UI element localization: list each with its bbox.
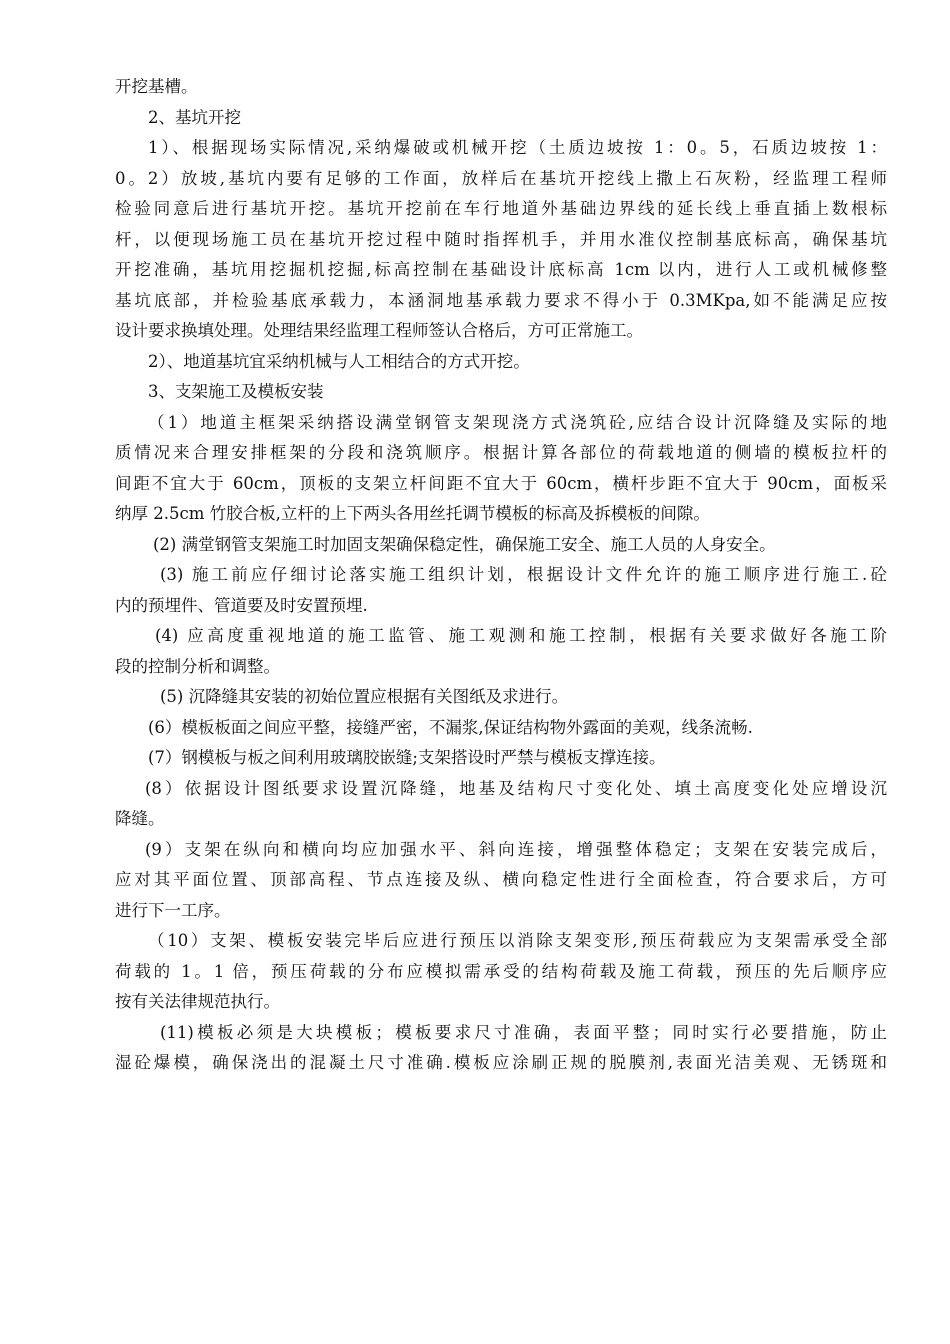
text-line: (7）钢模板与板之间利用玻璃胶嵌缝;支架搭设时严禁与模板支撑连接。: [148, 748, 666, 767]
text-line: 开挖准确，基坑用挖掘机挖掘,标高控制在基础设计底标高 1cm 以内，进行人工或机械修整: [115, 260, 887, 279]
text-line: 段的控制分析和调整。: [115, 656, 280, 676]
text-line: (9）支架在纵向和横向均应加强水平、斜向连接，增强整体稳定；支架在安装完成后，: [145, 839, 887, 859]
text-line: 内的预埋件、管道要及时安置预埋.: [115, 595, 368, 615]
text-line: 基坑底部，并检验基底承载力，本涵洞地基承载力要求不得小于 0.3MKpa,如不能满足应按: [115, 290, 887, 310]
text-line: 湿砼爆模，确保浇出的混凝土尺寸准确.模板应涂刷正规的脱膜剂,表面光洁美观、无锈斑和: [115, 1053, 887, 1072]
text-line: 0。2）放坡,基坑内要有足够的工作面，放样后在基坑开挖线上撒上石灰粉，经监理工程师: [115, 168, 887, 188]
text-line: 2）、地道基坑宜采纳机械与人工相结合的方式开挖。: [148, 351, 530, 371]
text-line: (8）依据设计图纸要求设置沉降缝，地基及结构尺寸变化处、填土高度变化处应增设沉: [145, 778, 887, 798]
text-line: 1）、根据现场实际情况,采纳爆破或机械开挖（土质边坡按 1：0。5，石质边坡按 1：: [148, 138, 887, 157]
text-line: (5) 沉降缝其安装的初始位置应根据有关图纸及求进行。: [160, 687, 569, 706]
text-line: (3) 施工前应仔细讨论落实施工组织计划，根据设计文件允许的施工顺序进行施工.砼: [160, 565, 887, 584]
text-line: 杆，以便现场施工员在基坑开挖过程中随时指挥机手，并用水准仪控制基底标高，确保基坑: [115, 229, 887, 249]
text-line: （10）支架、模板安装完毕后应进行预压以消除支架变形,预压荷载应为支架需承受全部: [148, 931, 887, 950]
text-line: 进行下一工序。: [115, 900, 231, 920]
section-heading: 3、支架施工及模板安装: [148, 382, 324, 401]
text-line: 荷载的 1。1 倍，预压荷载的分布应模拟需承受的结构荷载及施工荷载，预压的先后顺序应: [115, 961, 887, 981]
text-line: 检验同意后进行基坑开挖。基坑开挖前在车行地道外基础边界线的延长线上垂直插上数根标: [115, 199, 887, 218]
text-line: （1）地道主框架采纳搭设满堂钢管支架现浇方式浇筑砼,应结合设计沉降缝及实际的地: [148, 412, 887, 432]
document-body: [115, 72, 887, 1079]
section-heading: 2、基坑开挖: [148, 107, 241, 127]
text-line: 质情况来合理安排框架的分段和浇筑顺序。根据计算各部位的荷载地道的侧墙的模板拉杆的: [115, 443, 887, 462]
text-line: (4) 应高度重视地道的施工监管、施工观测和施工控制，根据有关要求做好各施工阶: [155, 626, 887, 645]
text-line: (11)模板必须是大块模板；模板要求尺寸准确，表面平整；同时实行必要措施，防止: [160, 1022, 887, 1042]
text-line: 开挖基槽。: [115, 77, 198, 96]
text-line: 应对其平面位置、顶部高程、节点连接及纵、横向稳定性进行全面检查，符合要求后，方可: [115, 870, 887, 889]
text-line: (6）模板板面之间应平整，接缝严密，不漏浆,保证结构物外露面的美观，线条流畅.: [148, 717, 753, 737]
text-line: 间距不宜大于 60cm，顶板的支架立杆间距不宜大于 60cm，横杆步距不宜大于 90cm，面板采: [115, 473, 887, 493]
text-line: 纳厚 2.5cm 竹胶合板,立杆的上下两头各用丝托调节模板的标高及拆模板的间隙。: [115, 504, 710, 523]
text-line: 设计要求换填处理。处理结果经监理工程师签认合格后，方可正常施工。: [115, 321, 643, 340]
text-line: 降缝。: [115, 809, 165, 828]
text-line: (2) 满堂钢管支架施工时加固支架确保稳定性，确保施工安全、施工人员的人身安全。: [153, 534, 776, 554]
text-line: 按有关法律规范执行。: [115, 992, 280, 1011]
